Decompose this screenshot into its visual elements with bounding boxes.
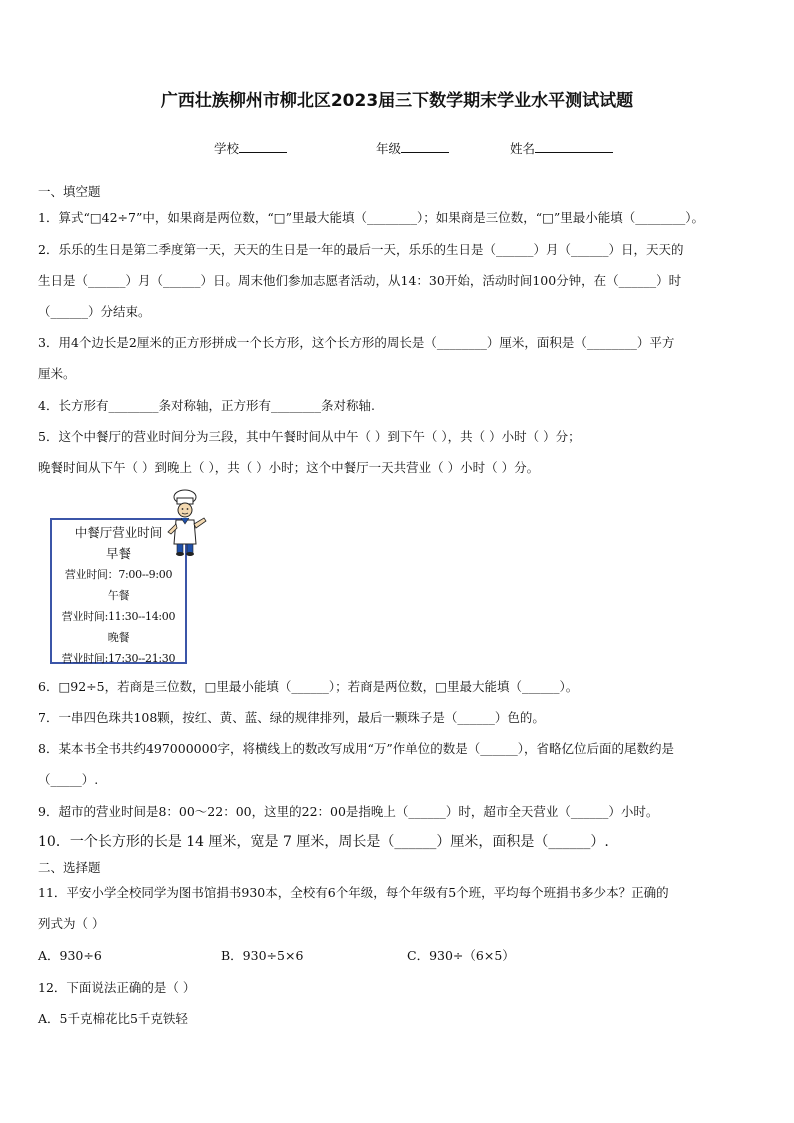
question-2-line-3: （______）分结束。: [38, 304, 151, 319]
question-4: 4．长方形有________条对称轴，正方形有________条对称轴.: [38, 398, 375, 413]
question-5-line-2: 晚餐时间从下午（ ）到晚上（ ），共（ ）小时；这个中餐厅一天共营业（ ）小时（ ）分。: [38, 460, 540, 475]
grade-blank[interactable]: [401, 141, 449, 153]
section-multiple-choice: 二、选择题: [38, 860, 101, 875]
section-fill-in: 一、填空题: [38, 184, 101, 199]
question-11-line-1: 11．平安小学全校同学为图书馆捐书930本，全校有6个年级，每个年级有5个班，平均每个班捐书多少本？正确的: [38, 885, 669, 900]
question-3-line-2: 厘米。: [38, 366, 76, 381]
question-8-line-1: 8．某本书全书共约497000000字，将横线上的数改写成用“万”作单位的数是（______），省略亿位后面的尾数约是: [38, 741, 675, 756]
question-2-line-2: 生日是（______）月（______）日。周末他们参加志愿者活动，从14：30开始，活动时间100分钟，在（______）时: [38, 273, 682, 288]
question-9: 9．超市的营业时间是8：00～22：00，这里的22：00是指晚上（______）时，超市全天营业（______）小时。: [38, 804, 659, 819]
q11-option-a[interactable]: A．930÷6: [38, 948, 102, 963]
menu-lunch: 午餐: [107, 589, 130, 602]
name-field: [510, 139, 613, 157]
chef-illustration-icon: [160, 488, 210, 558]
menu-heading: 中餐厅营业时间: [74, 525, 163, 540]
question-3-line-1: 3．用4个边长是2厘米的正方形拼成一个长方形，这个长方形的周长是（________）厘米，面积是（________）平方: [38, 335, 675, 350]
q11-option-c[interactable]: C．930÷（6×5）: [407, 948, 515, 963]
question-2-line-1: 2．乐乐的生日是第二季度第一天，天天的生日是一年的最后一天，乐乐的生日是（______）月（______）日，天天的: [38, 242, 684, 257]
name-blank[interactable]: [535, 141, 613, 153]
q12-option-a[interactable]: A．5千克棉花比5千克铁轻: [38, 1011, 188, 1026]
name-label: 姓名: [510, 141, 536, 156]
question-12: 12．下面说法正确的是（ ）: [38, 980, 196, 995]
question-5-line-1: 5．这个中餐厅的营业时间分为三段，其中午餐时间从中午（ ）到下午（ ），共（ ）小时（ ）分；: [38, 429, 581, 444]
question-10: 10．一个长方形的长是 14 厘米，宽是 7 厘米，周长是（______）厘米，面积是（______）.: [38, 834, 609, 850]
grade-field: [376, 139, 449, 157]
menu-lunch-time: 营业时间:11:30--14:00: [61, 610, 176, 623]
question-6: 6．□92÷5，若商是三位数，□里最小能填（______）；若商是两位数，□里最大能填（______）。: [38, 679, 579, 694]
menu-breakfast: 早餐: [105, 546, 131, 561]
menu-dinner: 晚餐: [107, 631, 130, 644]
grade-label: 年级: [376, 141, 402, 156]
menu-breakfast-time: 营业时间：7:00--9:00: [64, 568, 173, 581]
school-blank[interactable]: [239, 141, 287, 153]
school-label: 学校: [214, 141, 240, 156]
q11-option-b[interactable]: B．930÷5×6: [221, 948, 304, 963]
school-field: [214, 139, 287, 157]
question-1: 1．算式“□42÷7”中，如果商是两位数，“□”里最大能填（________）；如果商是三位数，“□”里最小能填（________）。: [38, 210, 705, 225]
question-8-line-2: （_____）.: [38, 772, 99, 787]
page-title: 广西壮族柳州市柳北区2023届三下数学期末学业水平测试试题: [160, 91, 634, 111]
question-7: 7．一串四色珠共108颗，按红、黄、蓝、绿的规律排列，最后一颗珠子是（______）色的。: [38, 710, 545, 725]
menu-dinner-time: 营业时间:17:30--21:30: [61, 652, 176, 665]
question-11-line-2: 列式为（ ）: [38, 916, 105, 931]
